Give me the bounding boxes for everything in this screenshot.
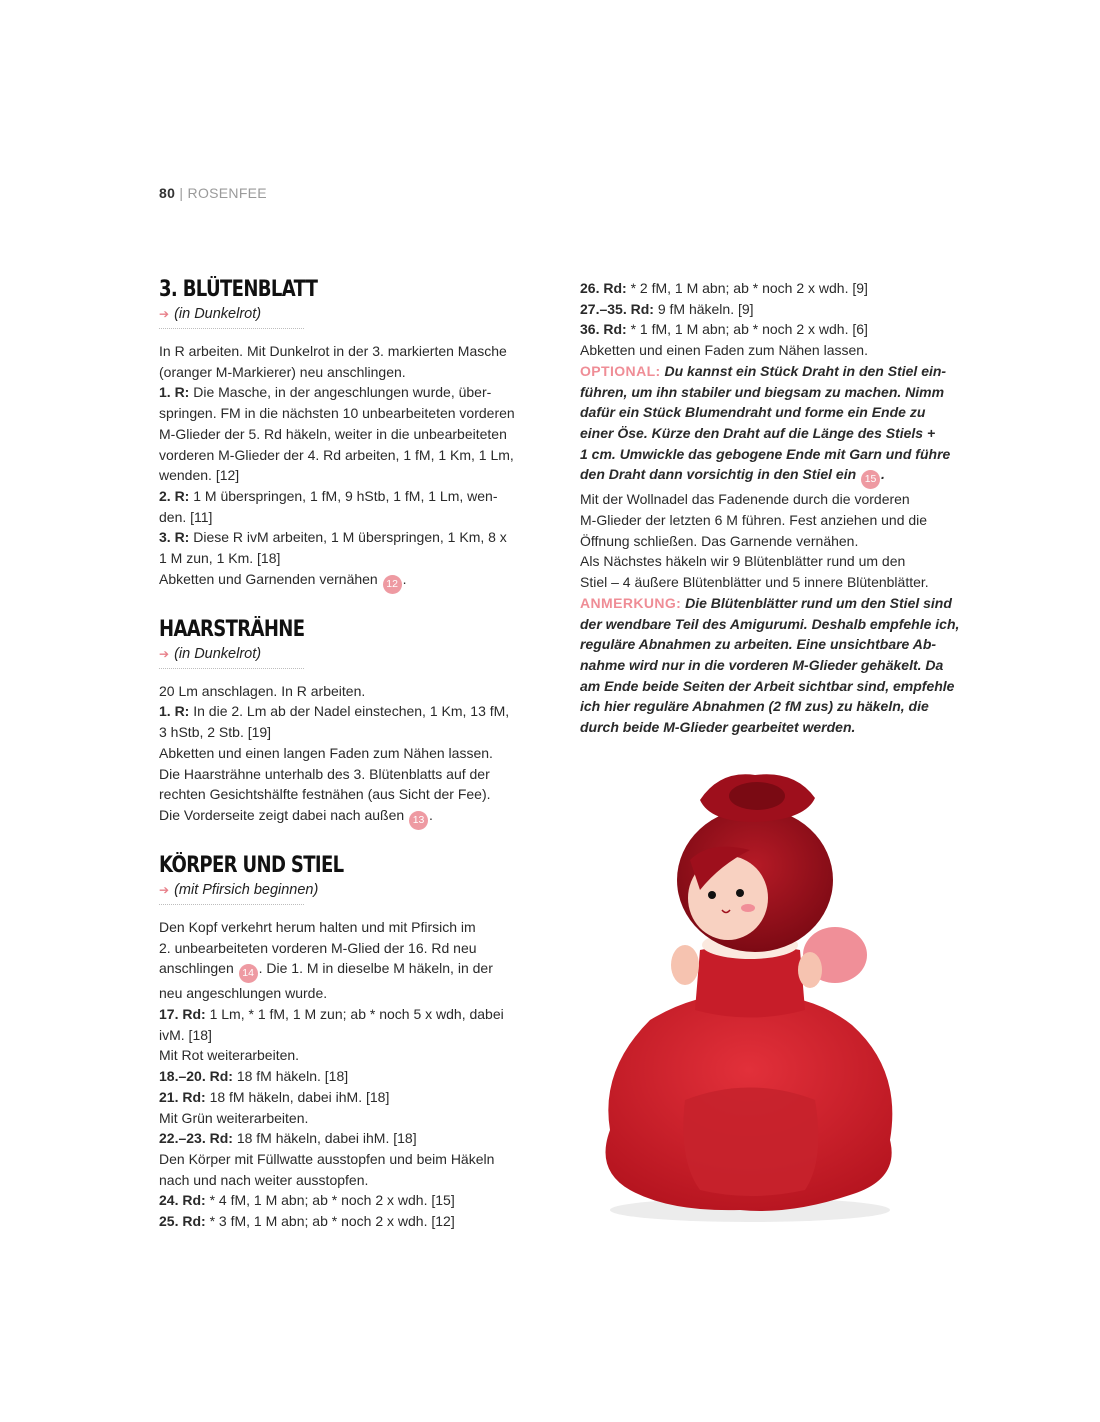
step-text: * 4 fM, 1 M abn; ab * noch 2 x wdh. [15] [205, 1192, 455, 1209]
dotted-divider [159, 328, 304, 329]
dotted-divider [159, 904, 304, 905]
text-line: M-Glieder der 5. Rd häkeln, weiter in die unbearbeiteten [159, 425, 507, 442]
cheek [741, 904, 755, 912]
header-separator: | [179, 185, 184, 201]
right-column [580, 278, 972, 738]
step-label: 1. R: [159, 384, 190, 401]
text-line [159, 1004, 551, 1025]
step-text: * 1 fM, 1 M abn; ab * noch 2 x wdh. [6] [626, 321, 868, 338]
subtitle-text: (in Dunkelrot) [174, 645, 262, 662]
step-text: Diese R ivM arbeiten, 1 M überspringen, 1 Km, 8 x [189, 529, 507, 546]
text-line: wenden. [12] [159, 467, 240, 484]
text-line [159, 527, 551, 548]
arrow-icon: ➔ [159, 882, 170, 897]
text-line [159, 486, 551, 507]
text-line [580, 319, 972, 340]
section-haarstraehne [159, 616, 551, 830]
text-line: Stiel – 4 äußere Blütenblätter und 5 innere Blütenblätter. [580, 574, 929, 591]
photo-ref-badge: 13 [409, 811, 428, 830]
left-eye [708, 891, 716, 899]
text-line: 20 Lm anschlagen. In R arbeiten. [159, 682, 366, 699]
text-line [580, 655, 972, 676]
text-line [580, 464, 972, 489]
note-text: der wendbare Teil des Amigurumi. Deshalb empfehle ich, [580, 615, 960, 632]
step-text: anschlingen [159, 960, 238, 977]
note-text: reguläre Abnahmen zu arbeiten. Eine unsichtbare Ab- [580, 636, 937, 653]
step-text: * 3 fM, 1 M abn; ab * noch 2 x wdh. [12] [205, 1213, 455, 1230]
note-text: Du kannst ein Stück Draht in den Stiel ein- [660, 362, 947, 379]
section-subtitle [159, 644, 551, 664]
text-line: 1 M zun, 1 Km. [18] [159, 550, 281, 567]
photo-ref-badge: 15 [861, 470, 880, 489]
note-text: Die Blütenblätter rund um den Stiel sind [681, 594, 952, 611]
text-line [159, 1087, 551, 1108]
step-text: In die 2. Lm ab der Nadel einstechen, 1 Km, 13 fM, [189, 703, 510, 720]
note-text: den Draht dann vorsichtig in den Stiel ein [580, 466, 861, 483]
text-line [580, 278, 972, 299]
step-text: 18 fM häkeln. [18] [232, 1068, 349, 1085]
punctuation: . [429, 806, 433, 823]
text-line [159, 1066, 551, 1087]
right-eye [736, 889, 744, 897]
step-label: 27.–35. Rd: [580, 300, 654, 317]
left-column [159, 276, 551, 1254]
text-line: M-Glieder der letzten 6 M führen. Fest anziehen und die [580, 512, 928, 529]
section-subtitle [159, 304, 551, 324]
text-line: In R arbeiten. Mit Dunkelrot in der 3. markierten Masche [159, 343, 507, 359]
section-subtitle [159, 880, 551, 900]
text-line: Den Kopf verkehrt herum halten und mit Pfirsich im [159, 918, 476, 935]
step-label: 2. R: [159, 487, 190, 504]
note-text: am Ende beide Seiten der Arbeit sichtbar sind, empfehle [580, 677, 955, 694]
step-label: 22.–23. Rd: [159, 1130, 233, 1147]
text-line: Den Körper mit Füllwatte ausstopfen und beim Häkeln [159, 1150, 495, 1167]
step-label: 18.–20. Rd: [159, 1068, 233, 1085]
text-line [159, 805, 551, 830]
step-text: 1 Lm, * 1 fM, 1 M zun; ab * noch 5 x wdh, dabei [205, 1006, 504, 1023]
step-text: * 2 fM, 1 M abn; ab * noch 2 x wdh. [9] [626, 280, 868, 296]
section-title: HAARSTRÄHNE [159, 616, 305, 642]
subtitle-text: (in Dunkelrot) [174, 306, 262, 322]
photo-ref-badge: 14 [239, 964, 258, 983]
step-label: 1. R: [159, 703, 190, 720]
step-text: Die Vorderseite zeigt dabei nach außen [159, 806, 409, 823]
subtitle-text: (mit Pfirsich beginnen) [174, 881, 319, 898]
step-label: 3. R: [159, 529, 190, 546]
text-line [159, 569, 551, 594]
step-label: 36. Rd: [580, 321, 627, 338]
note-text: einer Öse. Kürze den Draht auf die Länge des Stiels + [580, 424, 936, 441]
section-title: KÖRPER UND STIEL [159, 852, 344, 878]
step-text: Die Masche, in der angeschlungen wurde, über- [189, 384, 492, 401]
text-line [159, 958, 551, 983]
text-line [580, 423, 972, 444]
text-line: 3 hStb, 2 Stb. [19] [159, 724, 272, 741]
text-line: rechten Gesichtshälfte festnähen (aus Sicht der Fee). [159, 786, 491, 803]
rose-center [729, 782, 785, 810]
text-line: Öffnung schließen. Das Garnende vernähen. [580, 532, 859, 549]
text-line [580, 444, 972, 465]
step-label: 21. Rd: [159, 1088, 206, 1105]
text-line [580, 402, 972, 423]
inner-petal [683, 1088, 818, 1197]
note-text: ich hier reguläre Abnahmen (2 fM zus) zu häkeln, die [580, 698, 929, 715]
text-line [159, 1128, 551, 1149]
note-text: nahme wird nur in die vorderen M-Glieder gehäkelt. Da [580, 656, 944, 673]
text-line: 2. unbearbeiteten vorderen M-Glied der 16. Rd neu [159, 939, 477, 956]
text-line [580, 676, 972, 697]
text-line [580, 634, 972, 655]
note-text: durch beide M-Glieder gearbeitet werden. [580, 719, 856, 736]
text-line: ivM. [18] [159, 1026, 212, 1043]
step-label: 26. Rd: [580, 280, 627, 296]
text-line [580, 717, 972, 738]
note-text: führen, um ihn stabiler und biegsam zu machen. Nimm [580, 383, 945, 400]
section-koerper-und-stiel [159, 852, 551, 1232]
text-line [580, 361, 972, 382]
right-arm [798, 952, 822, 988]
text-line [159, 1211, 551, 1232]
note-label: ANMERKUNG: [580, 594, 682, 611]
text-line: den. [11] [159, 508, 213, 525]
running-header [159, 185, 267, 201]
text-line [580, 696, 972, 717]
section-bluetenblatt [159, 276, 551, 594]
text-line [580, 593, 972, 614]
text-line [159, 382, 551, 403]
text-line: Mit Grün weiterarbeiten. [159, 1109, 309, 1126]
arrow-icon: ➔ [159, 307, 170, 321]
note-text: dafür ein Stück Blumendraht und forme ein Ende zu [580, 404, 926, 421]
dotted-divider [159, 668, 304, 669]
text-line: Die Haarsträhne unterhalb des 3. Blütenblatts auf der [159, 765, 490, 782]
step-text: 18 fM häkeln, dabei ihM. [18] [205, 1088, 390, 1105]
text-line: vorderen M-Glieder der 4. Rd arbeiten, 1 fM, 1 Km, 1 Lm, [159, 446, 514, 463]
text-line: Abketten und einen Faden zum Nähen lassen. [580, 342, 868, 359]
text-line [159, 1190, 551, 1211]
header-section: ROSENFEE [187, 185, 267, 201]
punctuation: . [881, 466, 885, 483]
rose-fairy-doll-photo [590, 770, 920, 1230]
step-text: . Die 1. M in dieselbe M häkeln, in der [258, 960, 493, 977]
text-line: (oranger M-Markierer) neu anschlingen. [159, 363, 406, 380]
text-line [159, 701, 551, 722]
left-arm [671, 945, 699, 985]
step-text: Abketten und Garnenden vernähen [159, 570, 382, 587]
arrow-icon: ➔ [159, 646, 170, 661]
section-title: 3. BLÜTENBLATT [159, 277, 318, 302]
step-text: 1 M überspringen, 1 fM, 9 hStb, 1 fM, 1 Lm, wen- [189, 487, 498, 504]
text-line: neu angeschlungen wurde. [159, 985, 328, 1002]
step-label: 17. Rd: [159, 1006, 206, 1023]
photo-ref-badge: 12 [383, 575, 402, 594]
step-label: 25. Rd: [159, 1213, 206, 1230]
step-label: 24. Rd: [159, 1192, 206, 1209]
step-text: 18 fM häkeln, dabei ihM. [18] [232, 1130, 417, 1147]
text-line [580, 382, 972, 403]
page-number: 80 [159, 185, 176, 201]
text-line: Als Nächstes häkeln wir 9 Blütenblätter rund um den [580, 553, 906, 570]
text-line: Mit Rot weiterarbeiten. [159, 1047, 300, 1064]
optional-label: OPTIONAL: [580, 362, 661, 379]
text-line: nach und nach weiter ausstopfen. [159, 1171, 369, 1188]
note-text: 1 cm. Umwickle das gebogene Ende mit Garn und führe [580, 445, 951, 462]
text-line: springen. FM in die nächsten 10 unbearbeiteten vorderen [159, 405, 515, 422]
step-text: 9 fM häkeln. [9] [653, 300, 754, 317]
text-line: Abketten und einen langen Faden zum Nähen lassen. [159, 744, 493, 761]
text-line: Mit der Wollnadel das Fadenende durch die vorderen [580, 491, 910, 508]
punctuation: . [402, 570, 407, 587]
text-line [580, 299, 972, 320]
text-line [580, 614, 972, 635]
